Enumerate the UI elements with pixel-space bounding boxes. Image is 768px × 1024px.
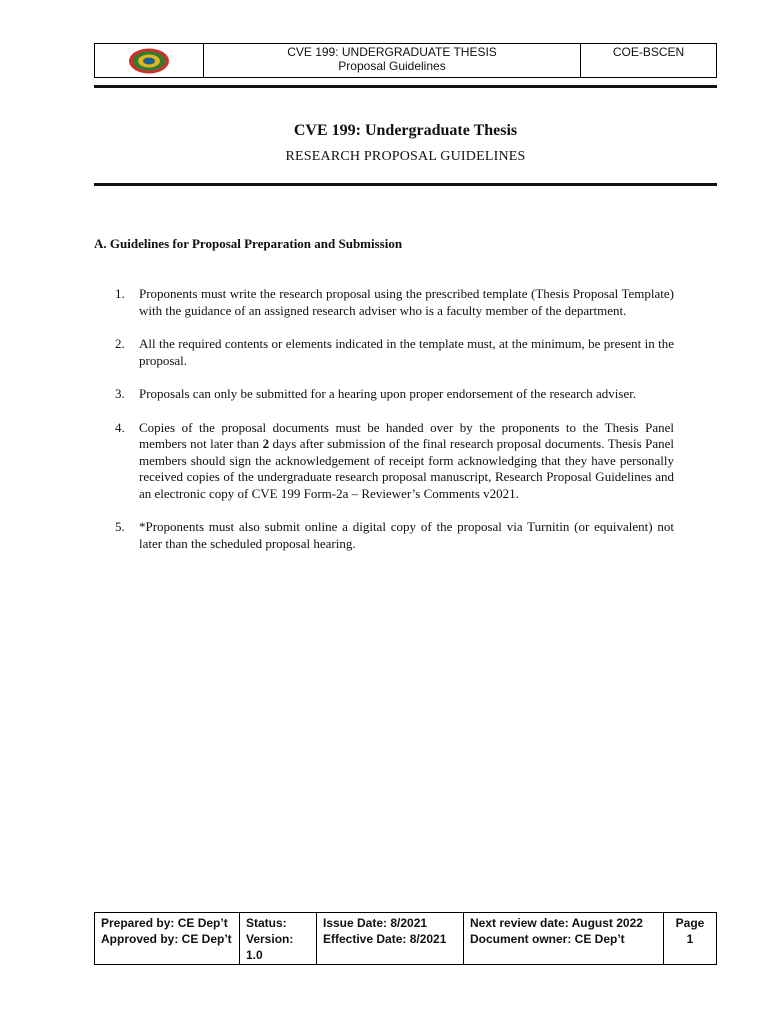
- document-subtitle: RESEARCH PROPOSAL GUIDELINES: [285, 149, 526, 164]
- university-seal-icon: [127, 47, 171, 75]
- footer-prepared-cell: [95, 913, 240, 964]
- version-label: Version: 1.0: [246, 932, 294, 962]
- approved-by: Approved by: CE Dep’t: [101, 932, 232, 946]
- footer-dates-cell: [317, 913, 464, 964]
- item-number: 3.: [115, 386, 125, 401]
- effective-date: Effective Date: 8/2021: [323, 932, 447, 946]
- item-text: All the required contents or elements indicated in the template must, at the minimum, be present in the proposal.: [139, 336, 674, 368]
- document-title: CVE 199: Undergraduate Thesis: [293, 122, 518, 139]
- page-label: Page: [675, 916, 705, 930]
- list-item: [94, 519, 674, 552]
- list-item: [94, 386, 674, 403]
- section-heading: A. Guidelines for Proposal Preparation and Submission: [94, 236, 403, 251]
- page-number: 1: [686, 932, 694, 946]
- next-review-date: Next review date: August 2022: [470, 916, 643, 930]
- item-text-part: Copies of the proposal documents must be handed over by the proponents to the Thesis Panel members not later than: [139, 419, 674, 451]
- days-count: 2: [262, 436, 270, 451]
- list-item: [94, 420, 674, 503]
- footer-review-cell: [464, 913, 664, 964]
- header-title: CVE 199: UNDERGRADUATE THESIS: [287, 45, 497, 59]
- header-code: COE-BSCEN: [612, 45, 685, 59]
- status-label: Status:: [246, 916, 287, 930]
- issue-date: Issue Date: 8/2021: [323, 916, 428, 930]
- guidelines-list: [94, 286, 674, 569]
- item-text: [139, 420, 674, 503]
- header-table: [94, 43, 717, 78]
- logo-cell: [95, 44, 204, 77]
- footer-status-cell: [240, 913, 317, 964]
- item-number: 5.: [115, 519, 125, 534]
- prepared-by: Prepared by: CE Dep’t: [101, 916, 228, 930]
- header-rule: [94, 85, 717, 88]
- footer-table: [94, 912, 717, 965]
- item-text: Proponents must write the research proposal using the prescribed template (Thesis Proposal Template) with the guidance of an assigned research adviser who is a faculty member of the department.: [139, 286, 674, 318]
- item-text-part: days after submission of the final research proposal documents. Thesis Panel members should sign the acknowledgement of receipt form acknowledging that they have personally received copies of the undergraduate research proposal manuscript, Research Proposal Guidelines and an electronic copy of CVE 199 Form-2a – Reviewer’s Comments v2021.: [139, 436, 674, 501]
- item-number: 4.: [115, 419, 125, 435]
- item-text: *Proponents must also submit online a digital copy of the proposal via Turnitin (or equivalent) not later than the scheduled proposal hearing.: [139, 519, 674, 551]
- item-text: Proposals can only be submitted for a hearing upon proper endorsement of the research adviser.: [139, 386, 637, 401]
- list-item: [94, 336, 674, 369]
- document-owner: Document owner: CE Dep’t: [470, 932, 625, 946]
- item-number: 1.: [115, 286, 125, 301]
- item-number: 2.: [115, 336, 125, 351]
- list-item: [94, 286, 674, 319]
- title-rule: [94, 183, 717, 186]
- header-title-cell: [204, 44, 581, 77]
- header-subtitle: Proposal Guidelines: [338, 59, 446, 73]
- footer-page-cell: [664, 913, 716, 964]
